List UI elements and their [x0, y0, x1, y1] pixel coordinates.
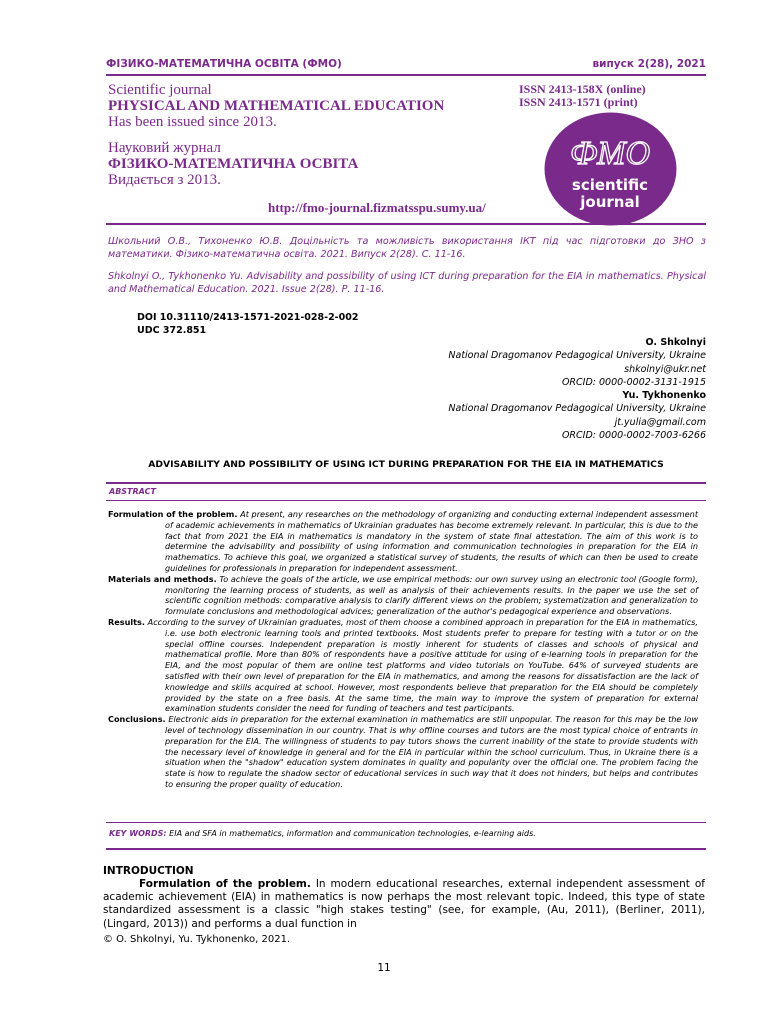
- intro-paragraph: [103, 878, 705, 931]
- abstract-sub-rule: [106, 500, 706, 501]
- keywords-bottom-rule: [106, 848, 706, 850]
- abstract-paragraph: [108, 509, 698, 574]
- keywords: [109, 829, 536, 838]
- page-number: 11: [377, 962, 391, 974]
- abstract-label: ABSTRACT: [109, 487, 156, 496]
- udc: UDC 372.851: [137, 325, 207, 336]
- logo-text-scientific: scientific: [571, 176, 649, 194]
- abstract-heading: Conclusions.: [108, 714, 166, 725]
- journal-type-ua: Науковий журнал: [108, 140, 221, 156]
- issn-print: ISSN 2413-1571 (print): [519, 95, 638, 109]
- header-journal-name: ФІЗИКО-МАТЕМАТИЧНА ОСВІТА (ФМО): [106, 58, 342, 70]
- journal-title-ua: ФІЗИКО-МАТЕМАТИЧНА ОСВІТА: [108, 156, 359, 172]
- title-rule: [106, 223, 706, 225]
- abstract-paragraph: [108, 617, 698, 714]
- author-orcid: ORCID: 0000-0002-3131-1915: [561, 376, 706, 388]
- abstract-top-rule: [106, 482, 706, 484]
- author-affiliation: National Dragomanov Pedagogical University, Ukraine: [448, 350, 706, 362]
- journal-url[interactable]: http://fmo-journal.fizmatsspu.sumy.ua/: [268, 200, 486, 215]
- author-affiliation: National Dragomanov Pedagogical University, Ukraine: [448, 403, 706, 415]
- abstract-text: To achieve the goals of the article, we use empirical methods: our own survey using an electronic tool (Google form), monitoring the learning process of students, as well as analysis of their achievements results. In the paper we use the set of scientific cognition methods: comparative analysis to clarify different views on the problem; systematization and generalization to formulate conclusions and methodological advices; generalization of the author's pedagogical experience and observations.: [165, 573, 698, 617]
- copyright: © O. Shkolnyi, Yu. Tykhonenko, 2021.: [103, 934, 291, 945]
- abstract-paragraph: [108, 714, 698, 790]
- keywords-text: EIA and SFA in mathematics, information and communication technologies, e-learning aids.: [166, 829, 536, 838]
- intro-lead: Formulation of the problem.: [139, 878, 311, 890]
- issn-online: ISSN 2413-158X (online): [519, 82, 646, 96]
- logo-mark: ФМО: [569, 135, 651, 172]
- abstract-paragraph: [108, 574, 698, 617]
- abstract-body: [108, 509, 698, 790]
- citation-ua: Школьний О.В., Тихоненко Ю.В. Доцільність та можливість використання ІКТ під час підготовки до ЗНО з математики. Фізико-математична освіта. 2021. Випуск 2(28). С. 11-16.: [108, 236, 706, 260]
- journal-logo: [544, 112, 677, 226]
- authors-block: [448, 336, 706, 442]
- journal-title-en: PHYSICAL AND MATHEMATICAL EDUCATION: [108, 98, 445, 114]
- author-name: O. Shkolnyi: [645, 337, 706, 348]
- journal-since-ua: Видається з 2013.: [108, 172, 221, 188]
- section-heading: INTRODUCTION: [103, 865, 194, 877]
- abstract-heading: Materials and methods.: [108, 573, 217, 584]
- running-header: [106, 58, 706, 70]
- abstract-text: At present, any researches on the methodology of organizing and conducting external independent assessment of academic achievements in mathematics of Ukrainian graduates has become extremely relevant. In particular, this is due to the fact that from 2021 the EIA in mathematics is mandatory in the system of state final attestation. The aim of this work is to determine the advisability and possibility of using information and communication technologies in preparation for the EIA in mathematics. To achieve this goal, we organized a statistical survey of students, the results of which can then be used to create guidelines for professionals in preparation for independent assessment.: [165, 509, 698, 573]
- abstract-heading: Formulation of the problem.: [108, 509, 238, 519]
- doi-udc: [137, 311, 358, 337]
- journal-info-en: [108, 82, 444, 130]
- author-email[interactable]: shkolnyi@ukr.net: [624, 363, 706, 375]
- citation-en: Shkolnyi O., Tykhonenko Yu. Advisability and possibility of using ICT during preparation for the EIA in mathematics. Physical and Mathematical Education. 2021. Issue 2(28). Р. 11-16.: [108, 271, 706, 295]
- abstract-text: According to the survey of Ukrainian graduates, most of them choose a combined approach in preparation for the EIA in mathematics, i.e. use both electronic learning tools and printed textbooks. Most students prefer to prepare for testing with a tutor or on the special offline courses. Independent preparation is mostly inherent for students of classes and schools of physical and mathematical profile. More than 80% of respondents have a positive attitude for using of e-learning tools in preparation for the EIA, and the most popular of them are online test platforms and video tutorials on YouTube. 64% of surveyed students are satisfied with their own level of preparation for the EIA in mathematics, and among the reasons for dissatisfaction are the lack of knowledge and skills acquired at school. However, most respondents believe that preparation for the EIA should be completely provided by the state on a free basis. At the same time, the main way to improve the system of preparation for external examination students consider the need for funding of teachers and test participants.: [144, 616, 698, 714]
- header-rule: [106, 74, 706, 76]
- author-orcid: ORCID: 0000-0002-7003-6266: [561, 430, 706, 442]
- journal-type-en: Scientific journal: [108, 82, 212, 98]
- header-issue: випуск 2(28), 2021: [592, 58, 706, 70]
- keywords-top-rule: [106, 822, 706, 823]
- article-title: ADVISABILITY AND POSSIBILITY OF USING ICT DURING PREPARATION FOR THE EIA IN MATHEMATICS: [148, 459, 664, 470]
- logo-text-journal: journal: [580, 193, 640, 211]
- abstract-text: Electronic aids in preparation for the external examination in mathematics are still unpopular. The reason for this may be the low level of technology dissemination in our country. That is why offline courses and tutors are the most typical choice of entrants in preparation for the EIA. The willingness of students to pay tutors shows the current inability of the state to provide students with the necessary level of knowledge in general and for the EIA in particular within the school curriculum. Thus, in Ukraine there is a situation when the "shadow" education system dominates in quality and popularity over the official one. The problem facing the state is how to regulate the shadow sector of educational services in such way that it does not hinders, but helps and contributes to ensuring the proper quality of education.: [165, 714, 698, 789]
- abstract-heading: Results.: [108, 616, 145, 627]
- journal-since-en: Has been issued since 2013.: [108, 114, 277, 130]
- journal-info-ua: [108, 140, 358, 188]
- issn-block: [519, 83, 646, 109]
- intro-text: In modern educational researches, external independent assessment of academic achievement (EIA) in mathematics is now perhaps the most relevant topic. Indeed, this type of state standardized assessment is a classic "high stakes testing" (see, for example, (Au, 2011), (Berliner, 2011), (Lingard, 2013)) and performs a dual function in: [103, 878, 705, 930]
- keywords-label: KEY WORDS:: [109, 829, 167, 838]
- doi[interactable]: DOI 10.31110/2413-1571-2021-028-2-002: [137, 312, 359, 323]
- author-name: Yu. Tykhonenko: [622, 390, 706, 402]
- author-email[interactable]: jt.yulia@gmail.com: [614, 416, 706, 428]
